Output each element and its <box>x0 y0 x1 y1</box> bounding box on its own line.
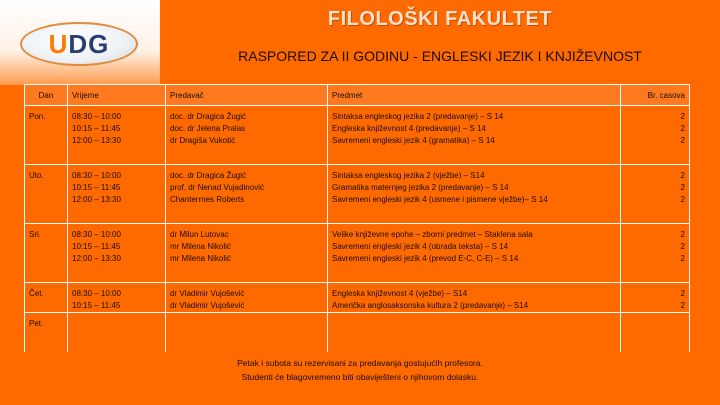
lecturer-line: dr Milun Lutovac <box>170 230 229 239</box>
table-row <box>25 313 690 353</box>
day-cell: Sri. <box>25 224 68 283</box>
day-cell: Pet. <box>25 313 68 353</box>
logo-area <box>0 0 160 85</box>
hours-line: 2 <box>680 289 685 298</box>
header-day: Dan <box>25 85 68 106</box>
hours-cell <box>621 283 690 313</box>
header-time: Vrijeme <box>68 85 166 106</box>
subject-line: Velike književne epohe – zborni predmet – Staklena sala <box>332 230 533 239</box>
table-row <box>25 224 690 283</box>
table-row <box>25 165 690 224</box>
lecturer-cell <box>166 224 328 283</box>
time-line: 12:00 – 13:30 <box>72 136 121 145</box>
lecturer-line: doc. dr Dragica Žugić <box>170 171 247 180</box>
lecturer-line: mr Milena Nikolić <box>170 242 231 251</box>
time-cell <box>68 224 166 283</box>
header-hours: Br. casova <box>621 85 690 106</box>
subject-line: Savremeni engleski jezik 4 (usmene i pismene vježbe)– S 14 <box>332 195 548 204</box>
hours-line: 2 <box>680 136 685 145</box>
subject-line: Savremeni engleski jezik 4 (gramatika) – S 14 <box>332 136 495 145</box>
time-line: 10:15 – 11:45 <box>72 242 121 251</box>
udg-logo <box>20 22 138 66</box>
lecturer-cell <box>166 283 328 313</box>
subject-line: Savremeni engleski jezik 4 (obrada teksta) – S 14 <box>332 242 509 251</box>
hours-line: 2 <box>680 254 685 263</box>
time-cell <box>68 313 166 353</box>
subject-cell <box>328 283 621 313</box>
day-cell: Uto. <box>25 165 68 224</box>
lecturer-line: Chanterrnes Roberts <box>170 195 245 204</box>
time-cell <box>68 283 166 313</box>
time-line: 08:30 – 10:00 <box>72 171 121 180</box>
lecturer-cell <box>166 106 328 165</box>
hours-line: 2 <box>680 171 685 180</box>
day-cell: Čet. <box>25 283 68 313</box>
time-line: 10:15 – 11:45 <box>72 124 121 133</box>
table-row <box>25 283 690 313</box>
day-cell: Pon. <box>25 106 68 165</box>
subject-line: Engleska književnost 4 (vježbe) – S14 <box>332 289 468 298</box>
subject-cell <box>328 224 621 283</box>
time-line: 10:15 – 11:45 <box>72 183 121 192</box>
lecturer-line: prof. dr Nenad Vujadinović <box>170 183 264 192</box>
time-cell <box>68 165 166 224</box>
logo-letters-dg: DG <box>68 29 110 59</box>
lecturer-line: doc. dr Dragica Žugić <box>170 112 247 121</box>
lecturer-cell <box>166 165 328 224</box>
schedule-subtitle: RASPORED ZA II GODINU - ENGLESKI JEZIK I KNJIŽEVNOST <box>238 48 642 64</box>
schedule-table <box>24 84 690 352</box>
hours-line: 2 <box>680 242 685 251</box>
subject-line: Savremeni engleski jezik 4 (prevod E-C, C-E) – S 14 <box>332 254 519 263</box>
lecturer-cell <box>166 313 328 353</box>
hours-line: 2 <box>680 230 685 239</box>
subject-cell <box>328 165 621 224</box>
hours-line: 2 <box>680 124 685 133</box>
lecturer-line: mr Milena Nikolić <box>170 254 231 263</box>
header-subject: Predmet <box>328 85 621 106</box>
time-line: 12:00 – 13:30 <box>72 195 121 204</box>
time-line: 08:30 – 10:00 <box>72 230 121 239</box>
hours-line: 2 <box>680 112 685 121</box>
subject-cell <box>328 106 621 165</box>
time-line: 08:30 – 10:00 <box>72 112 121 121</box>
faculty-title: FILOLOŠKI FAKULTET <box>327 8 553 30</box>
hours-cell <box>621 165 690 224</box>
guest-lecture-note <box>210 356 510 384</box>
lecturer-line: dr Dragiša Vukotić <box>170 136 236 145</box>
table-row <box>25 106 690 165</box>
hours-line: 2 <box>680 195 685 204</box>
note-line: Studenti će blagovremeno biti obaviješteni o njihovom dolasku. <box>241 372 479 382</box>
hours-cell <box>621 224 690 283</box>
udg-logo-text <box>20 29 138 60</box>
logo-letter-u: U <box>48 29 69 59</box>
header-lecturer: Predavač <box>166 85 328 106</box>
subject-line: Američka anglosaksonska kultura 2 (predavanje) – S14 <box>332 301 529 310</box>
lecturer-line: dr Vladimir Vujošević <box>170 289 245 298</box>
time-line: 10:15 – 11:45 <box>72 301 121 310</box>
lecturer-line: doc. dr Jelena Pralas <box>170 124 246 133</box>
time-line: 12:00 – 13:30 <box>72 254 121 263</box>
time-line: 08:30 – 10:00 <box>72 289 121 298</box>
hours-cell <box>621 313 690 353</box>
subject-line: Gramatika maternjeg jezika 2 (predavanje) – S 14 <box>332 183 509 192</box>
lecturer-line: dr Vladimir Vujošević <box>170 301 245 310</box>
subject-line: Engleska književnost 4 (predavanje) – S 14 <box>332 124 486 133</box>
note-line: Petak i subota su rezervisani za predavanja gostujućih profesora. <box>237 358 483 368</box>
hours-line: 2 <box>680 301 685 310</box>
subject-cell <box>328 313 621 353</box>
table-header-row <box>25 85 690 106</box>
hours-line: 2 <box>680 183 685 192</box>
subject-line: Sintaksa engleskog jezika 2 (predavanje) – S 14 <box>332 112 504 121</box>
time-cell <box>68 106 166 165</box>
hours-cell <box>621 106 690 165</box>
subject-line: Sintaksa engleskog jezika 2 (vježbe) – S14 <box>332 171 485 180</box>
